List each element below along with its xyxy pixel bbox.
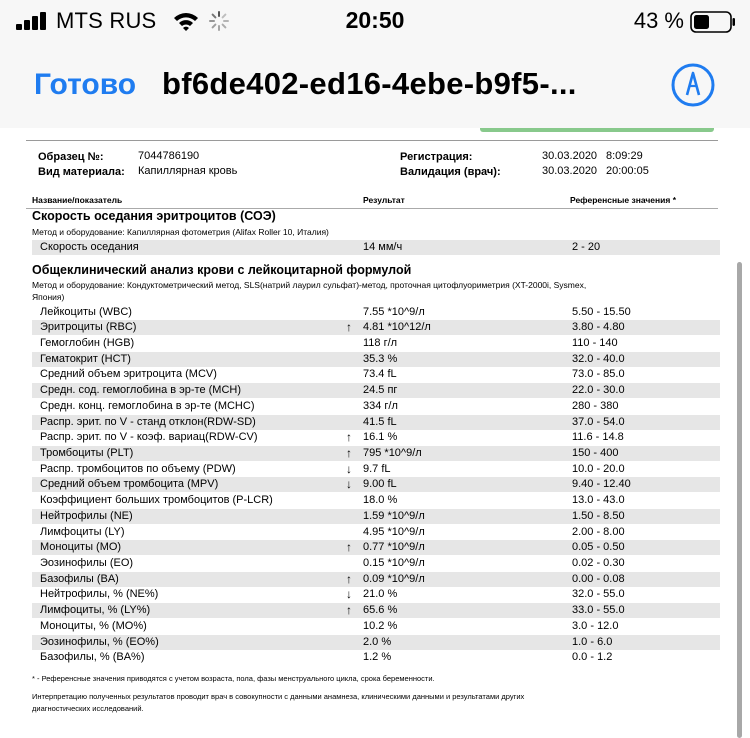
abnormal-flag-icon: ↑ xyxy=(346,603,352,618)
test-name: Моноциты, % (MO%) xyxy=(40,619,147,632)
table-row xyxy=(32,367,720,382)
reference-range: 32.0 - 40.0 xyxy=(572,352,625,365)
interpretation-note-line1: Интерпретацию полученных результатов проводит врач в совокупности с данными анамнеза, клиническими данными и результатами других xyxy=(32,692,525,701)
esr-section-title: Скорость оседания эритроцитов (СОЭ) xyxy=(32,209,276,223)
test-name: Средн. сод. гемоглобина в эр-те (MCH) xyxy=(40,384,242,397)
test-result: 1.2 % xyxy=(363,651,392,664)
test-name: Лейкоциты (WBC) xyxy=(40,305,132,318)
reference-range: 1.0 - 6.0 xyxy=(572,635,613,648)
validation-time: 20:00:05 xyxy=(606,165,649,177)
abnormal-flag-icon: ↓ xyxy=(346,477,352,492)
esr-method: Метод и оборудование: Капиллярная фотометрия (Alifax Roller 10, Италия) xyxy=(32,227,329,237)
validation-label: Валидация (врач): xyxy=(400,166,501,178)
wifi-icon xyxy=(172,10,200,32)
abnormal-flag-icon: ↑ xyxy=(346,540,352,555)
test-name: Моноциты (MO) xyxy=(40,541,122,554)
reference-range: 9.40 - 12.40 xyxy=(572,478,631,491)
table-row xyxy=(32,619,720,634)
test-result: 0.09 *10^9/л xyxy=(363,572,425,585)
table-row xyxy=(32,305,720,320)
validation-date: 30.03.2020 xyxy=(542,165,598,177)
table-row xyxy=(32,415,720,430)
cbc-method-line1: Метод и оборудование: Кондуктометрический метод, SLS(натрий лаурил сульфат)-метод, проточная цитофлуориметрия (XT-2000i, Sysmex, xyxy=(32,280,587,290)
table-row xyxy=(32,540,720,555)
test-name: Нейтрофилы, % (NE%) xyxy=(40,588,159,601)
test-name: Распр. эрит. по V - станд отклон(RDW-SD) xyxy=(40,415,256,428)
document-viewer[interactable] xyxy=(0,128,750,738)
test-name: Лимфоциты (LY) xyxy=(40,525,125,538)
done-button[interactable]: Готово xyxy=(34,68,137,101)
interpretation-note-line2: диагностических исследований. xyxy=(32,704,144,713)
test-result: 65.6 % xyxy=(363,604,398,617)
table-row xyxy=(32,320,720,335)
reference-range: 0.00 - 0.08 xyxy=(572,572,625,585)
test-result: 73.4 fL xyxy=(363,368,397,381)
reference-range: 150 - 400 xyxy=(572,446,619,459)
test-result: 16.1 % xyxy=(363,431,398,444)
table-row xyxy=(32,603,720,618)
reference-range: 3.80 - 4.80 xyxy=(572,321,625,334)
table-row xyxy=(32,477,720,492)
prev-page-edge xyxy=(480,128,714,132)
test-result: 1.59 *10^9/л xyxy=(363,509,425,522)
reference-range: 3.0 - 12.0 xyxy=(572,619,619,632)
abnormal-flag-icon: ↑ xyxy=(346,430,352,445)
test-result: 9.7 fL xyxy=(363,462,391,475)
table-row xyxy=(32,509,720,524)
test-name: Базофилы, % (BA%) xyxy=(40,651,145,664)
reference-range: 2 - 20 xyxy=(572,241,601,253)
column-header-name: Название/показатель xyxy=(32,195,123,205)
cbc-section-title: Общеклинический анализ крови с лейкоцитарной формулой xyxy=(32,263,412,277)
test-result: 0.77 *10^9/л xyxy=(363,541,425,554)
test-result: 14 мм/ч xyxy=(363,241,403,253)
activity-spinner-icon xyxy=(208,10,230,32)
abnormal-flag-icon: ↑ xyxy=(346,320,352,335)
reference-range: 2.00 - 8.00 xyxy=(572,525,625,538)
battery-icon xyxy=(690,11,736,33)
navigation-bar xyxy=(0,44,750,128)
table-row xyxy=(32,240,720,255)
reference-range: 32.0 - 55.0 xyxy=(572,588,625,601)
reference-range: 5.50 - 15.50 xyxy=(572,305,631,318)
reference-range: 73.0 - 85.0 xyxy=(572,368,625,381)
abnormal-flag-icon: ↓ xyxy=(346,587,352,602)
reference-range: 0.02 - 0.30 xyxy=(572,557,625,570)
table-row xyxy=(32,352,720,367)
registration-date: 30.03.2020 xyxy=(542,150,598,162)
reference-range: 37.0 - 54.0 xyxy=(572,415,625,428)
abnormal-flag-icon: ↓ xyxy=(346,461,352,476)
test-result: 4.81 *10^12/л xyxy=(363,321,431,334)
scroll-indicator[interactable] xyxy=(737,262,742,738)
reference-range: 10.0 - 20.0 xyxy=(572,462,625,475)
test-result: 2.0 % xyxy=(363,635,392,648)
test-result: 18.0 % xyxy=(363,494,398,507)
reference-range: 0.05 - 0.50 xyxy=(572,541,625,554)
test-name: Коэффициент больших тромбоцитов (P-LCR) xyxy=(40,494,273,507)
table-row xyxy=(32,493,720,508)
cbc-method-line2: Япония) xyxy=(32,292,65,302)
registration-time: 8:09:29 xyxy=(606,150,643,162)
column-header-reference: Референсные значения * xyxy=(570,195,677,205)
table-row xyxy=(32,336,720,351)
reference-range: 13.0 - 43.0 xyxy=(572,494,625,507)
table-row xyxy=(32,383,720,398)
test-name: Распр. тромбоцитов по объему (PDW) xyxy=(40,462,236,475)
reference-footnote: * - Референсные значения приводятся с учетом возраста, пола, фазы менструального цикла, срока беременности. xyxy=(32,674,435,683)
test-result: 21.0 % xyxy=(363,588,398,601)
test-name: Распр. эрит. по V - коэф. вариац(RDW-CV) xyxy=(40,431,258,444)
test-name: Средний объем эритроцита (MCV) xyxy=(40,368,217,381)
test-result: 35.3 % xyxy=(363,352,398,365)
test-name: Эозинофилы (EO) xyxy=(40,557,134,570)
registration-label: Регистрация: xyxy=(400,151,473,163)
test-name: Гемоглобин (HGB) xyxy=(40,336,135,349)
table-row xyxy=(32,525,720,540)
test-result: 41.5 fL xyxy=(363,415,397,428)
header-rule xyxy=(26,140,718,141)
reference-range: 22.0 - 30.0 xyxy=(572,384,625,397)
table-row xyxy=(32,587,720,602)
column-header-result: Результат xyxy=(363,195,405,205)
table-row xyxy=(32,556,720,571)
test-result: 4.95 *10^9/л xyxy=(363,525,425,538)
test-result: 0.15 *10^9/л xyxy=(363,557,425,570)
material-value: Капиллярная кровь xyxy=(138,165,238,177)
reference-range: 0.0 - 1.2 xyxy=(572,651,613,664)
table-row xyxy=(32,462,720,477)
reference-range: 11.6 - 14.8 xyxy=(572,431,624,444)
test-result: 7.55 *10^9/л xyxy=(363,305,425,318)
table-row xyxy=(32,430,720,445)
test-name: Скорость оседания xyxy=(40,241,139,253)
markup-pen-icon[interactable] xyxy=(670,62,716,108)
reference-range: 280 - 380 xyxy=(572,399,619,412)
reference-range: 1.50 - 8.50 xyxy=(572,509,625,522)
test-result: 118 г/л xyxy=(363,336,398,349)
table-row xyxy=(32,399,720,414)
test-name: Эритроциты (RBC) xyxy=(40,321,137,334)
sample-value: 7044786190 xyxy=(138,150,200,162)
reference-range: 33.0 - 55.0 xyxy=(572,604,625,617)
table-row xyxy=(32,635,720,650)
test-result: 334 г/л xyxy=(363,399,398,412)
carrier-name: MTS RUS xyxy=(56,8,157,33)
test-name: Гематокрит (HCT) xyxy=(40,352,131,365)
document-title: bf6de402-ed16-4ebe-b9f5-... xyxy=(162,66,577,101)
test-result: 9.00 fL xyxy=(363,478,397,491)
test-name: Эозинофилы, % (EO%) xyxy=(40,635,159,648)
test-name: Нейтрофилы (NE) xyxy=(40,509,133,522)
table-row xyxy=(32,650,720,665)
reference-range: 110 - 140 xyxy=(572,336,618,349)
cellular-signal-icon xyxy=(16,12,48,30)
clock: 20:50 xyxy=(345,7,405,33)
abnormal-flag-icon: ↑ xyxy=(346,445,352,460)
test-result: 10.2 % xyxy=(363,619,398,632)
battery-percentage: 43 % xyxy=(633,8,684,33)
test-name: Лимфоциты, % (LY%) xyxy=(40,604,151,617)
table-row xyxy=(32,446,720,461)
sample-label: Образец №: xyxy=(38,151,104,163)
test-result: 24.5 пг xyxy=(363,384,398,397)
test-name: Средний объем тромбоцита (MPV) xyxy=(40,478,219,491)
material-label: Вид материала: xyxy=(38,166,125,178)
test-name: Базофилы (BA) xyxy=(40,572,119,585)
test-name: Тромбоциты (PLT) xyxy=(40,446,134,459)
test-result: 795 *10^9/л xyxy=(363,446,422,459)
table-row xyxy=(32,572,720,587)
status-bar xyxy=(0,0,750,44)
abnormal-flag-icon: ↑ xyxy=(346,571,352,586)
test-name: Средн. конц. гемоглобина в эр-те (MCHC) xyxy=(40,399,255,412)
